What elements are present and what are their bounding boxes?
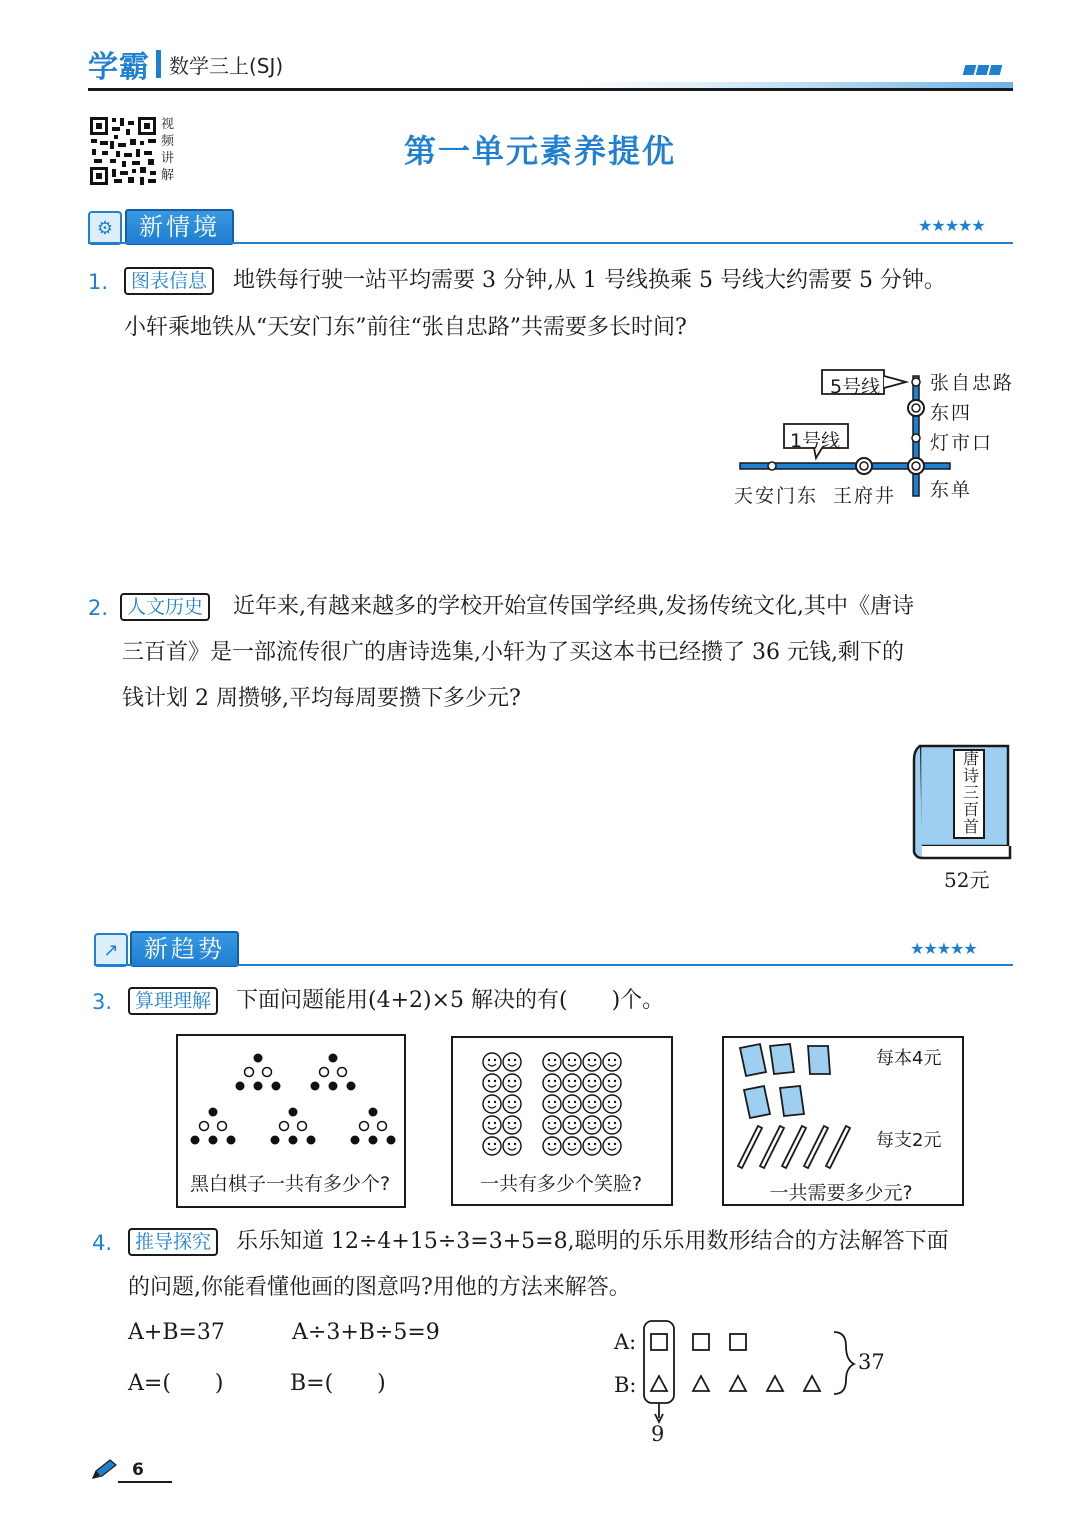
smiley-icon [603, 1137, 621, 1155]
black-piece [254, 1054, 263, 1063]
section-rule [88, 242, 1013, 244]
station-label: 天安门东 [734, 485, 819, 507]
problem-text: 的问题,你能看懂他画的图意吗?用他的方法来解答。 [128, 1275, 631, 1300]
smiley-icon [563, 1137, 581, 1155]
smiley-icon [543, 1053, 561, 1071]
smiley-icon [483, 1095, 501, 1113]
white-piece [298, 1122, 307, 1131]
smiley-icon [583, 1095, 601, 1113]
book-price: 52元 [944, 868, 990, 892]
section-tag-new-trend: 新趋势 [130, 931, 239, 967]
header-rule [88, 88, 1013, 91]
map-line1-label: 1号线 [790, 430, 841, 452]
box-caption: 一共需要多少元? [769, 1182, 913, 1204]
problem-number: 4. [92, 1231, 113, 1255]
problem-tag: 人文历史 [120, 593, 210, 621]
black-piece [307, 1136, 316, 1145]
row-label-a: A: [614, 1330, 637, 1354]
smiley-icon [483, 1053, 501, 1071]
smiley-icon [483, 1074, 501, 1092]
problem-text: 三百首》是一部流传很广的唐诗选集,小轩为了买这本书已经攒了 36 元钱,剩下的 [122, 640, 904, 665]
problem-text: 地铁每行驶一站平均需要 3 分钟,从 1 号线换乘 5 号线大约需要 5 分钟。 [233, 268, 946, 293]
smiley-icon [543, 1074, 561, 1092]
station-label: 张自忠路 [930, 372, 1015, 394]
smiley-faces-illustration [480, 1050, 640, 1162]
smiley-icon [583, 1116, 601, 1134]
section-tag-new-context: 新情境 [125, 209, 234, 245]
smiley-icon [583, 1074, 601, 1092]
problem-tag: 推导探究 [128, 1228, 218, 1256]
white-piece [338, 1068, 347, 1077]
smiley-icon [603, 1074, 621, 1092]
smiley-icon [503, 1137, 521, 1155]
white-piece [245, 1068, 254, 1077]
box-caption: 黑白棋子一共有多少个? [189, 1173, 391, 1195]
black-piece [387, 1136, 396, 1145]
black-piece [351, 1136, 360, 1145]
smiley-icon [503, 1095, 521, 1113]
black-piece [369, 1108, 378, 1117]
equation: A+B=37 [128, 1320, 225, 1345]
problem-tag: 图表信息 [124, 267, 214, 295]
smiley-icon [503, 1074, 521, 1092]
black-piece [347, 1082, 356, 1091]
difficulty-stars: ★★★★★ [918, 216, 985, 235]
smiley-icon [563, 1095, 581, 1113]
trend-arrow-icon: ↗ [94, 933, 128, 967]
black-piece [236, 1082, 245, 1091]
pen-price-label: 每支2元 [876, 1130, 942, 1151]
smiley-icon [583, 1137, 601, 1155]
brand-header [88, 42, 283, 86]
box-caption: 一共有多少个笑脸? [479, 1173, 643, 1195]
white-piece [200, 1122, 209, 1131]
station-label: 东四 [930, 402, 973, 424]
smiley-icon [503, 1053, 521, 1071]
smiley-icon [503, 1116, 521, 1134]
smiley-icon [543, 1095, 561, 1113]
black-piece [289, 1108, 298, 1117]
problem-text: 下面问题能用(4+2)×5 解决的有( )个。 [236, 988, 665, 1013]
unit-title: 第一单元素养提优 [403, 132, 676, 170]
brand-divider [156, 50, 161, 78]
chess-pieces-illustration [178, 1050, 400, 1160]
white-piece [320, 1068, 329, 1077]
book-price-label: 每本4元 [876, 1048, 942, 1069]
books-pens-illustration [730, 1040, 870, 1172]
smiley-icon [563, 1074, 581, 1092]
problem-number: 2. [88, 596, 109, 620]
book-cover-title: 唐 诗 三 百 首 [962, 749, 979, 836]
shape-diagram [636, 1318, 866, 1428]
smiley-icon [563, 1053, 581, 1071]
black-piece [289, 1136, 298, 1145]
smiley-icon [603, 1053, 621, 1071]
smiley-icon [483, 1137, 501, 1155]
smiley-icon [543, 1116, 561, 1134]
header-marks-icon [962, 64, 1001, 78]
black-piece [369, 1136, 378, 1145]
diagram-result: 9 [651, 1422, 665, 1446]
black-piece [227, 1136, 236, 1145]
diagram-total: 37 [858, 1350, 885, 1374]
answer-blank-b[interactable]: B=( ) [290, 1371, 386, 1396]
station-label: 王府井 [833, 485, 897, 507]
smiley-icon [603, 1095, 621, 1113]
pencil-icon [90, 1458, 120, 1482]
station-label: 东单 [930, 479, 973, 501]
problem-text: 乐乐知道 12÷4+15÷3=3+5=8,聪明的乐乐用数形结合的方法解答下面 [236, 1229, 949, 1254]
qr-video-label: 视 频 讲 解 [161, 117, 175, 183]
smiley-icon [483, 1116, 501, 1134]
answer-blank-a[interactable]: A=( ) [128, 1371, 224, 1396]
problem-text: 近年来,有越来越多的学校开始宣传国学经典,发扬传统文化,其中《唐诗 [233, 594, 914, 619]
problem-tag: 算理理解 [128, 987, 218, 1015]
equation: A÷3+B÷5=9 [292, 1320, 440, 1345]
problem-number: 3. [92, 990, 113, 1014]
brand-logo: 学霸 [88, 50, 150, 85]
white-piece [280, 1122, 289, 1131]
map-line5-label: 5号线 [830, 376, 881, 398]
white-piece [263, 1068, 272, 1077]
footer-rule [118, 1481, 172, 1483]
black-piece [209, 1136, 218, 1145]
problem-text: 钱计划 2 周攒够,平均每周要攒下多少元? [122, 686, 521, 711]
black-piece [271, 1136, 280, 1145]
book-title: 数学三上(SJ) [169, 53, 284, 78]
smiley-icon [543, 1137, 561, 1155]
black-piece [191, 1136, 200, 1145]
white-piece [218, 1122, 227, 1131]
page-number: 6 [132, 1460, 144, 1480]
black-piece [329, 1082, 338, 1091]
problem-number: 1. [88, 270, 109, 294]
difficulty-stars: ★★★★★ [910, 939, 977, 958]
black-piece [209, 1108, 218, 1117]
black-piece [311, 1082, 320, 1091]
row-label-b: B: [614, 1373, 637, 1397]
black-piece [272, 1082, 281, 1091]
problem-text: 小轩乘地铁从“天安门东”前往“张自忠路”共需要多长时间? [124, 315, 687, 340]
white-piece [360, 1122, 369, 1131]
smiley-icon [563, 1116, 581, 1134]
white-piece [378, 1122, 387, 1131]
black-piece [329, 1054, 338, 1063]
gear-icon: ⚙ [88, 211, 122, 245]
section-rule [94, 964, 1013, 966]
smiley-icon [603, 1116, 621, 1134]
smiley-icon [583, 1053, 601, 1071]
station-label: 灯市口 [930, 432, 994, 454]
black-piece [254, 1082, 263, 1091]
